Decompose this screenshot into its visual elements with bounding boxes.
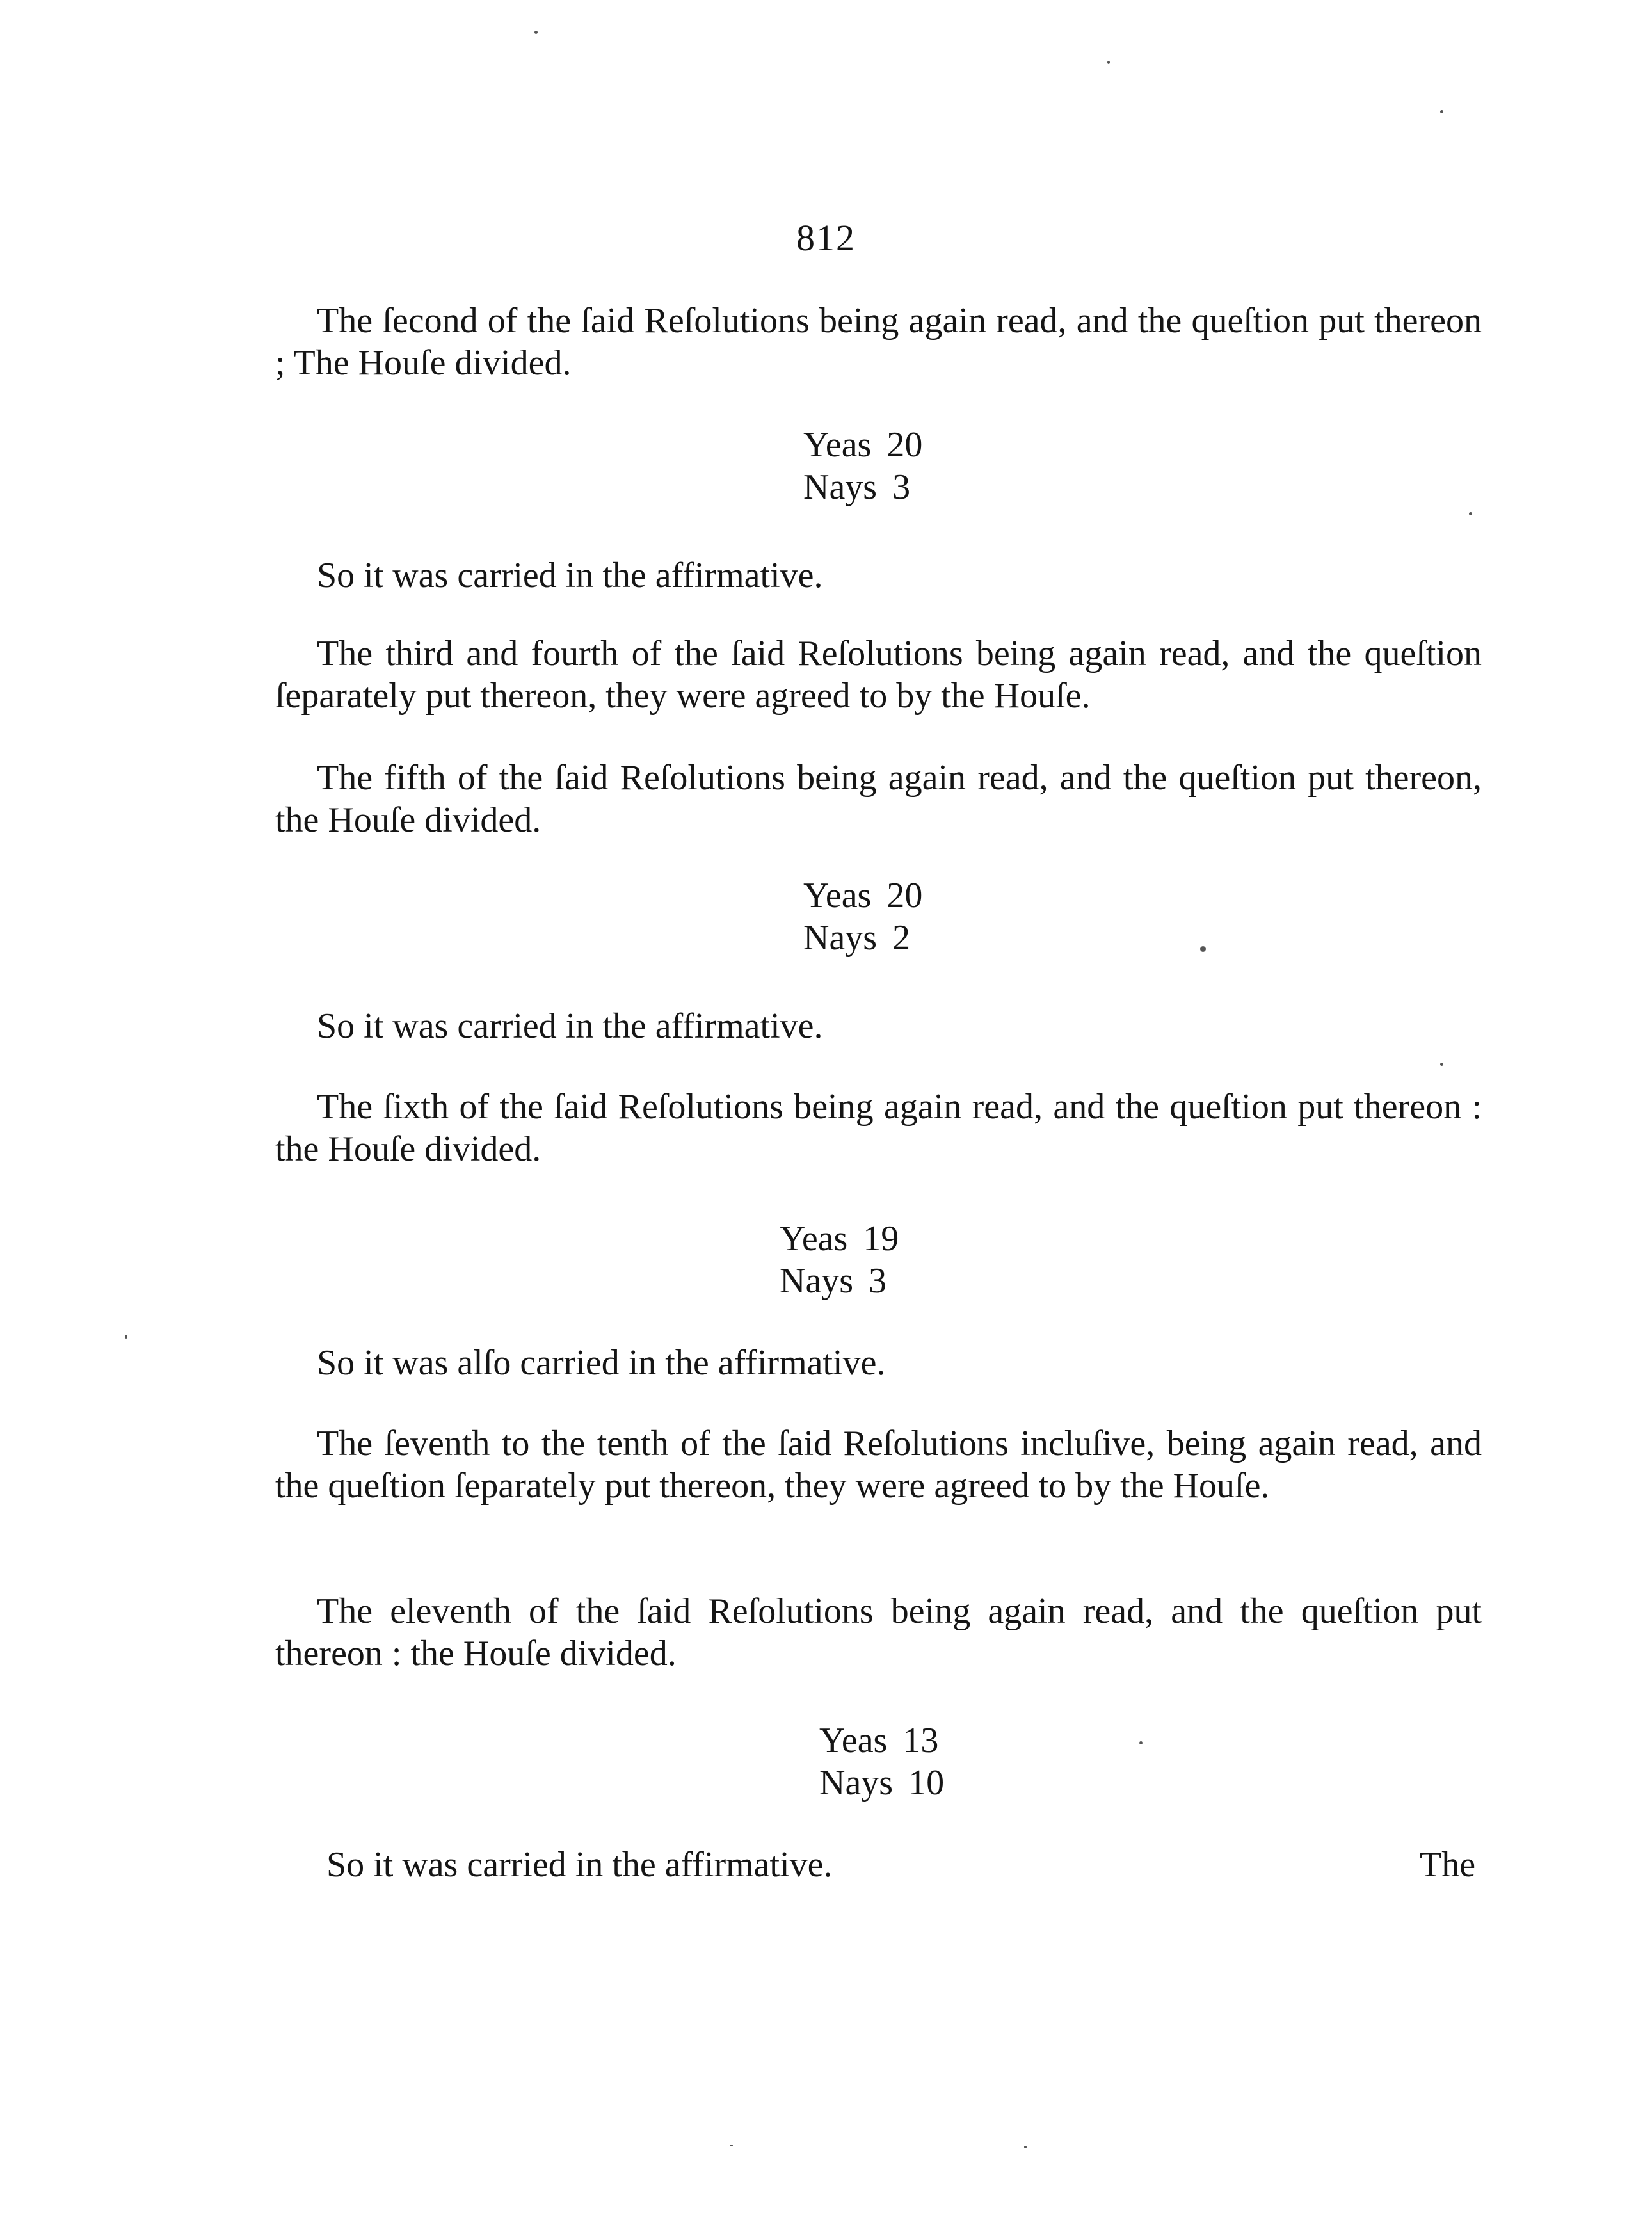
- scan-speck: [1469, 512, 1472, 515]
- nays-count: 3: [892, 467, 911, 507]
- paragraph-eleventh-resolution: The eleventh of the ſaid Reſolutions being again read, and the queſtion put thereon : the Houſe divided.: [275, 1591, 1482, 1673]
- scan-speck: [1024, 2146, 1027, 2148]
- nays-label: Nays: [780, 1261, 854, 1301]
- yeas-label: Yeas: [803, 876, 872, 915]
- page-number: 812: [796, 217, 856, 259]
- result-line-2: So it was carried in the affirmative.: [317, 1006, 823, 1046]
- nays-row: [780, 1260, 997, 1302]
- yeas-count: 20: [886, 876, 923, 915]
- catchword: The: [1420, 1845, 1476, 1885]
- nays-count: 3: [869, 1261, 887, 1301]
- result-line-3: So it was alſo carried in the affirmative.: [317, 1343, 886, 1383]
- yeas-row: [780, 1218, 997, 1260]
- vote-tally-3: [780, 1218, 997, 1302]
- yeas-row: [819, 1719, 1037, 1762]
- scan-speck: [1139, 1741, 1143, 1744]
- scan-speck: [1440, 1063, 1443, 1066]
- nays-label: Nays: [803, 918, 878, 958]
- yeas-label: Yeas: [819, 1721, 888, 1760]
- scan-speck: [125, 1335, 127, 1339]
- paragraph-seventh-to-tenth-resolutions: The ſeventh to the tenth of the ſaid Reſolutions incluſive, being again read, and the queſtion ſeparately put thereon, they were agreed to by the Houſe.: [275, 1424, 1482, 1506]
- yeas-count: 20: [886, 425, 923, 465]
- nays-count: 2: [892, 918, 911, 958]
- nays-label: Nays: [819, 1763, 894, 1803]
- yeas-count: 19: [863, 1219, 899, 1259]
- yeas-label: Yeas: [803, 425, 872, 465]
- yeas-count: 13: [902, 1721, 939, 1760]
- nays-row: [803, 917, 1021, 959]
- nays-row: [819, 1762, 1037, 1804]
- nays-label: Nays: [803, 467, 878, 507]
- yeas-row: [803, 874, 1021, 917]
- vote-tally-1: [803, 424, 1021, 508]
- paragraph-fifth-resolution: The fifth of the ſaid Reſolutions being again read, and the queſtion put thereon, the Houſe divided.: [275, 758, 1482, 840]
- vote-tally-2: [803, 874, 1021, 959]
- scan-speck: [534, 31, 538, 34]
- paragraph-third-fourth-resolutions: The third and fourth of the ſaid Reſolutions being again read, and the queſtion ſeparately put thereon, they were agreed to by the Houſe.: [275, 634, 1482, 716]
- nays-count: 10: [908, 1763, 945, 1803]
- nays-row: [803, 466, 1021, 508]
- scan-speck: [730, 2145, 733, 2146]
- result-line-4: So it was carried in the affirmative.: [326, 1845, 833, 1885]
- yeas-row: [803, 424, 1021, 466]
- scan-speck: [1107, 61, 1110, 64]
- result-line-1: So it was carried in the affirmative.: [317, 556, 823, 595]
- paragraph-second-resolution: The ſecond of the ſaid Reſolutions being again read, and the queſtion put thereon ; The Houſe divided.: [275, 301, 1482, 383]
- yeas-label: Yeas: [780, 1219, 848, 1259]
- vote-tally-4: [819, 1719, 1037, 1804]
- paragraph-sixth-resolution: The ſixth of the ſaid Reſolutions being again read, and the queſtion put thereon : the Houſe divided.: [275, 1087, 1482, 1169]
- scan-speck: [1440, 110, 1443, 113]
- scan-speck: [1200, 946, 1206, 952]
